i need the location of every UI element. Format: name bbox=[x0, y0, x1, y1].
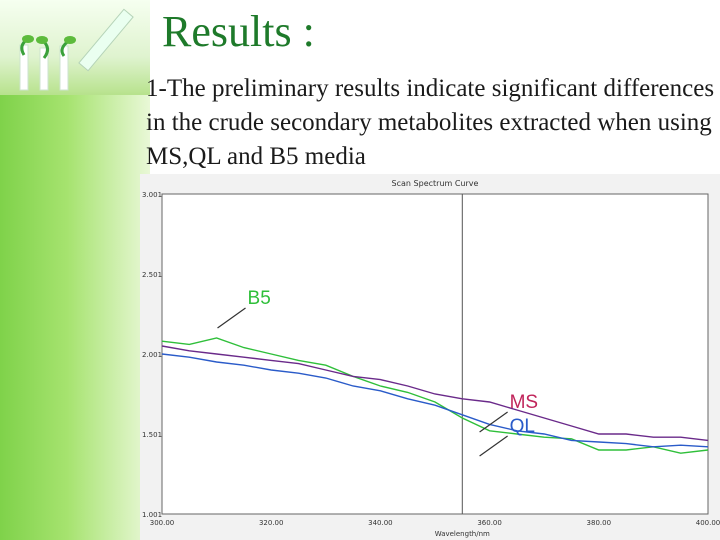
y-tick-label: 1.501 bbox=[142, 431, 163, 439]
x-axis bbox=[150, 519, 720, 527]
x-tick-label: 360.00 bbox=[477, 519, 502, 527]
decorative-side-banner bbox=[0, 0, 150, 540]
y-tick-label: 1.001 bbox=[142, 511, 163, 519]
x-tick-label: 300.00 bbox=[149, 519, 175, 527]
annotation-b5: B5 bbox=[247, 288, 271, 309]
y-tick-label: 3.001 bbox=[142, 191, 163, 199]
y-axis bbox=[142, 191, 162, 519]
y-tick-label: 2.001 bbox=[142, 351, 163, 359]
slide-title: Results : bbox=[162, 7, 315, 56]
x-tick-label: 340.00 bbox=[368, 519, 393, 527]
x-tick-label: 320.00 bbox=[258, 519, 284, 527]
spectrum-chart bbox=[140, 174, 720, 540]
spectrum-chart-svg bbox=[140, 174, 720, 540]
plot-area bbox=[162, 194, 708, 514]
x-tick-label: 400.00 bbox=[695, 519, 720, 527]
annotation-ql: QL bbox=[509, 416, 535, 437]
slide-paragraph bbox=[146, 72, 716, 174]
annotation-ms: MS bbox=[509, 392, 539, 413]
chart-title: Scan Spectrum Curve bbox=[391, 179, 479, 188]
paragraph-text: 1-The preliminary results indicate significant differences in the crude secondary metabolites extracted when using MS,QL and B5 media bbox=[146, 75, 715, 170]
plant-photo bbox=[0, 0, 150, 95]
y-tick-label: 2.501 bbox=[142, 271, 163, 279]
x-axis-label: Wavelength/nm bbox=[434, 530, 490, 538]
x-tick-label: 380.00 bbox=[586, 519, 612, 527]
